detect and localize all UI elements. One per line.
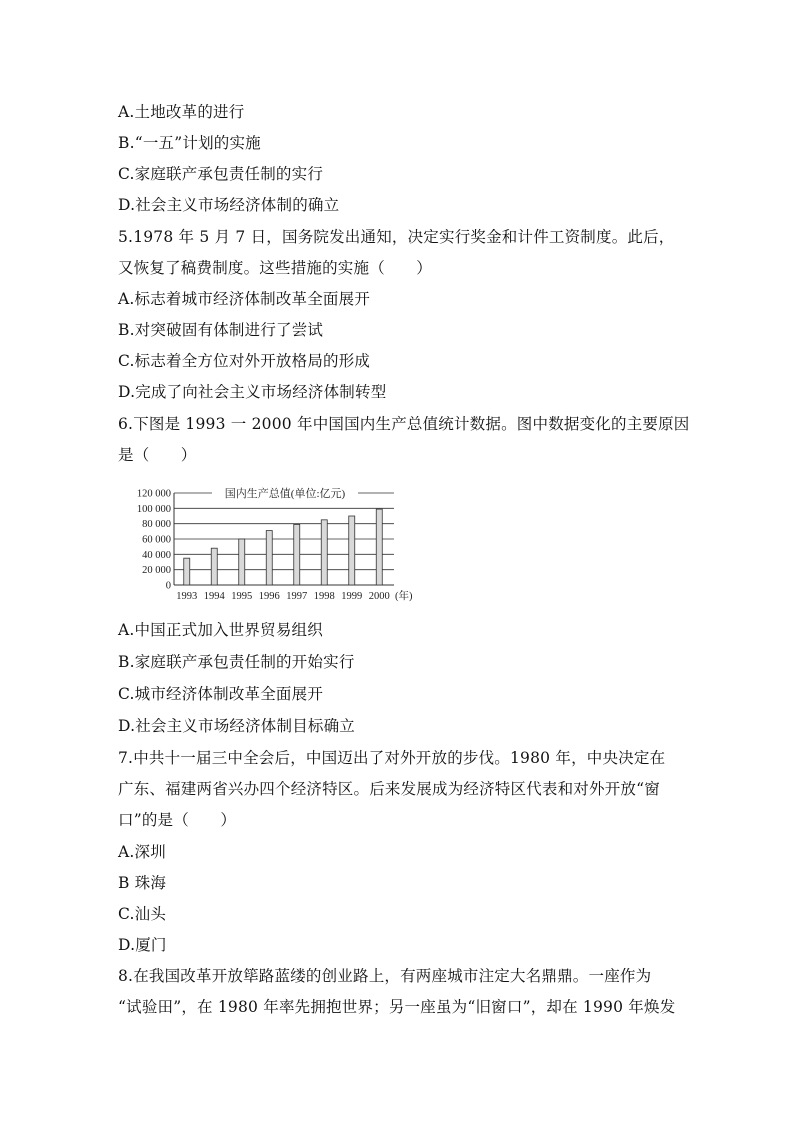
q5-stem-line1: 5.1978 年 5 月 7 日，国务院发出通知，决定实行奖金和计件工资制度。此后， [118,228,675,246]
x-tick-label: 1994 [203,591,225,602]
q6-option-a: A.中国正式加入世界贸易组织 [118,621,323,639]
x-tick-label: 1996 [258,591,280,602]
chart-bars [184,509,383,585]
q4-option-d: D.社会主义市场经济体制的确立 [118,196,340,214]
y-tick-label: 100 000 [136,503,171,515]
q7-stem-line2: 广东、福建两省兴办四个经济特区。后来发展成为经济特区代表和对外开放“窗 [118,780,660,798]
x-tick-label: 1995 [231,591,253,602]
q7-option-c: C.汕头 [118,905,167,923]
x-tick-label: 1993 [176,591,198,602]
q5-option-d: D.完成了向社会主义市场经济体制转型 [118,383,387,401]
q6-option-d: D.社会主义市场经济体制目标确立 [118,717,356,735]
bar-1997 [294,524,300,585]
q6-stem-line1: 6.下图是 1993 一 2000 年中国国内生产总值统计数据。图中数据变化的主要原因 [118,415,690,433]
q8-stem-line2: “试验田”，在 1980 年率先拥抱世界；另一座虽为“旧窗口”，却在 1990 年焕发 [118,998,676,1016]
q7-stem-line3: 口”的是（ ） [118,811,237,829]
y-tick-label: 40 000 [142,549,171,561]
x-tick-label: 2000 [368,591,390,602]
chart-gridlines [174,493,394,585]
q7-stem-line1: 7.中共十一届三中全会后，中国迈出了对外开放的步伐。1980 年，中央决定在 [118,749,666,767]
q6-option-c: C.城市经济体制改革全面展开 [118,685,324,703]
q6-option-b: B.家庭联产承包责任制的开始实行 [118,653,355,671]
q5-option-c: C.标志着全方位对外开放格局的形成 [118,352,371,370]
bar-1999 [349,516,355,585]
bar-1993 [184,558,190,585]
q8-stem-line1: 8.在我国改革开放筚路蓝缕的创业路上，有两座城市注定大名鼎鼎。一座作为 [118,967,652,985]
q4-option-a: A.土地改革的进行 [118,103,245,121]
q5-option-b: B.对突破固有体制进行了尝试 [118,321,324,339]
q5-stem-line2: 又恢复了稿费制度。这些措施的实施（ ） [118,259,433,277]
y-tick-label: 20 000 [142,565,171,577]
x-tick-label: 1999 [341,591,363,602]
x-tick-label: 1998 [313,591,335,602]
q7-option-d: D.厦门 [118,936,167,954]
x-tick-label: 1997 [286,591,308,602]
q6-stem-line2: 是（ ） [118,446,197,464]
q4-option-b: B.“一五”计划的实施 [118,134,261,152]
chart-title: 国内生产总值(单位:亿元) [224,488,346,500]
q7-option-a: A.深圳 [118,843,166,861]
gdp-bar-chart [118,482,418,606]
y-tick-label: 0 [165,580,171,592]
bar-2000 [376,509,382,585]
bar-1996 [266,531,272,585]
y-tick-label: 120 000 [136,488,171,500]
q4-option-c: C.家庭联产承包责任制的实行 [118,165,324,183]
bar-1995 [239,539,245,585]
bar-1994 [211,548,217,585]
q5-option-a: A.标志着城市经济体制改革全面展开 [118,290,371,308]
y-tick-label: 60 000 [142,534,171,546]
y-tick-label: 80 000 [142,519,171,531]
bar-1998 [321,520,327,585]
q7-option-b: B 珠海 [118,874,167,892]
x-axis-unit: (年) [395,591,413,602]
